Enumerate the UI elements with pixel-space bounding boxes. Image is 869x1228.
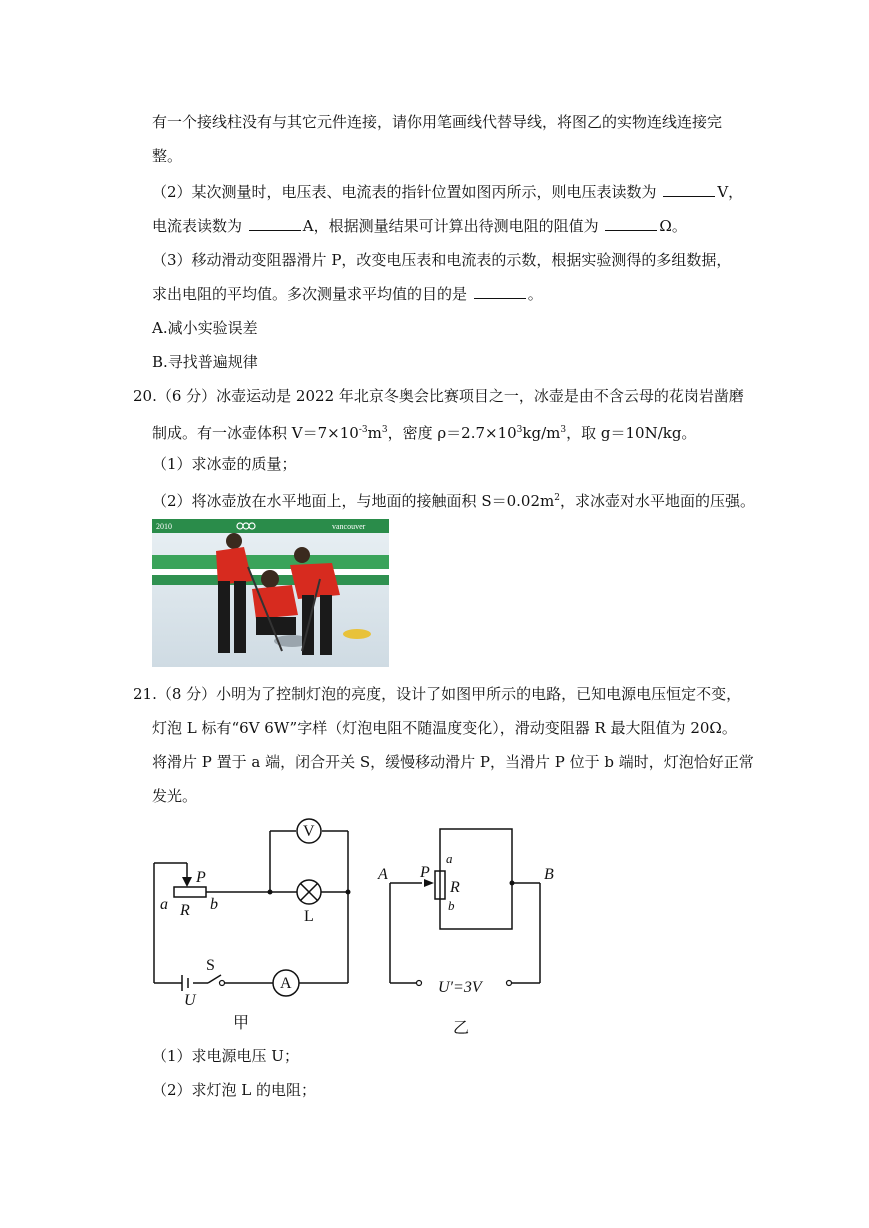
- q19-part2-text: （2）某次测量时，电压表、电流表的指针位置如图丙所示，则电压表读数为: [152, 183, 657, 201]
- q21-sub2: （2）求灯泡 L 的电阻；: [152, 1081, 317, 1099]
- q21-line1: 21.（8 分）小明为了控制灯泡的亮度，设计了如图甲所示的电路，已知电源电压恒定不变，: [133, 685, 742, 703]
- exponent: 2: [554, 493, 560, 503]
- q20-sub2: [152, 488, 755, 511]
- source-voltage-label: U′=3V: [438, 979, 482, 996]
- q19-part2-resistance-text: A，根据测量结果可计算出待测电阻的阻值为: [302, 217, 599, 235]
- q20-density-text: ，密度 ρ＝2.7×10: [387, 424, 517, 442]
- caption-jia: 甲: [233, 1013, 250, 1032]
- q21-line3: 将滑片 P 置于 a 端，闭合开关 S，缓慢移动滑片 P，当滑片 P 位于 b 端时，灯泡恰好正常: [152, 753, 754, 771]
- terminal-a-label: A: [378, 866, 388, 883]
- end-b-label-yi: b: [448, 898, 455, 913]
- ammeter-label: A: [280, 975, 292, 992]
- unit-volt: V，: [717, 183, 744, 201]
- unit-kg-m: kg/m: [522, 424, 561, 442]
- voltmeter-label: V: [303, 823, 315, 840]
- q20-g-text: ，取 g＝10N/kg。: [566, 424, 697, 442]
- option-a: A.减小实验误差: [152, 319, 258, 337]
- caption-yi: 乙: [453, 1018, 470, 1037]
- q20-line1: 20.（6 分）冰壶运动是 2022 年北京冬奥会比赛项目之一，冰壶是由不含云母的花岗岩凿磨: [133, 387, 744, 405]
- exponent: 3: [516, 425, 523, 435]
- q19-part2-line2: [152, 216, 687, 236]
- q19-part3-line1: （3）移动滑动变阻器滑片 P，改变电压表和电流表的示数，根据实验测得的多组数据，: [152, 251, 732, 269]
- banner-year: 2010: [156, 522, 172, 531]
- curling-photo: [152, 519, 389, 667]
- end-a-label: a: [160, 896, 168, 913]
- q21-sub1: （1）求电源电压 U；: [152, 1047, 299, 1065]
- exponent: 3: [381, 425, 388, 435]
- rheostat-label-yi: R: [450, 879, 460, 896]
- q20-sub1: （1）求冰壶的质量；: [152, 455, 297, 473]
- lamp-label: L: [304, 908, 314, 925]
- slider-label: P: [196, 869, 206, 886]
- circuit-diagrams: [140, 815, 580, 1035]
- purpose-answer-blank[interactable]: [474, 284, 526, 299]
- source-label: U: [184, 992, 196, 1009]
- option-b: B.寻找普遍规律: [152, 353, 258, 371]
- q20-line2: [152, 420, 696, 443]
- banner-vancouver: vancouver: [332, 522, 366, 531]
- q19-part2-current-text: 电流表读数为: [152, 217, 243, 235]
- resistance-answer-blank[interactable]: [605, 216, 657, 231]
- q21-line2: 灯泡 L 标有“6V 6W”字样（灯泡电阻不随温度变化），滑动变阻器 R 最大阻值为 20Ω。: [152, 719, 737, 737]
- end-a-label-yi: a: [446, 851, 453, 866]
- q19-part3-end: 。: [527, 285, 543, 303]
- q20-sub2-text: （2）将冰壶放在水平地面上，与地面的接触面积 S＝0.02m: [152, 492, 555, 510]
- voltage-answer-blank[interactable]: [663, 182, 715, 197]
- q20-sub2-text-end: ，求冰壶对水平地面的压强。: [559, 492, 755, 510]
- end-b-label: b: [210, 896, 218, 913]
- current-answer-blank[interactable]: [249, 216, 301, 231]
- terminal-b-label: B: [544, 866, 554, 883]
- exponent: -3: [358, 425, 368, 435]
- q19-line2: 整。: [152, 147, 183, 165]
- switch-label: S: [206, 957, 215, 974]
- exponent: 3: [560, 425, 567, 435]
- slider-label-yi: P: [420, 864, 430, 881]
- q21-line4: 发光。: [152, 787, 198, 805]
- q19-line1: 有一个接线柱没有与其它元件连接，请你用笔画线代替导线，将图乙的实物连线连接完: [152, 113, 723, 131]
- unit-ohm: Ω。: [659, 217, 687, 235]
- unit-m: m: [367, 424, 382, 442]
- rheostat-label: R: [180, 902, 190, 919]
- q19-part3-line2: [152, 284, 543, 304]
- q19-part3-text: 求出电阻的平均值。多次测量求平均值的目的是: [152, 285, 468, 303]
- q19-part2-line1: [152, 182, 743, 202]
- q20-volume-text: 制成。有一冰壶体积 V＝7×10: [152, 424, 359, 442]
